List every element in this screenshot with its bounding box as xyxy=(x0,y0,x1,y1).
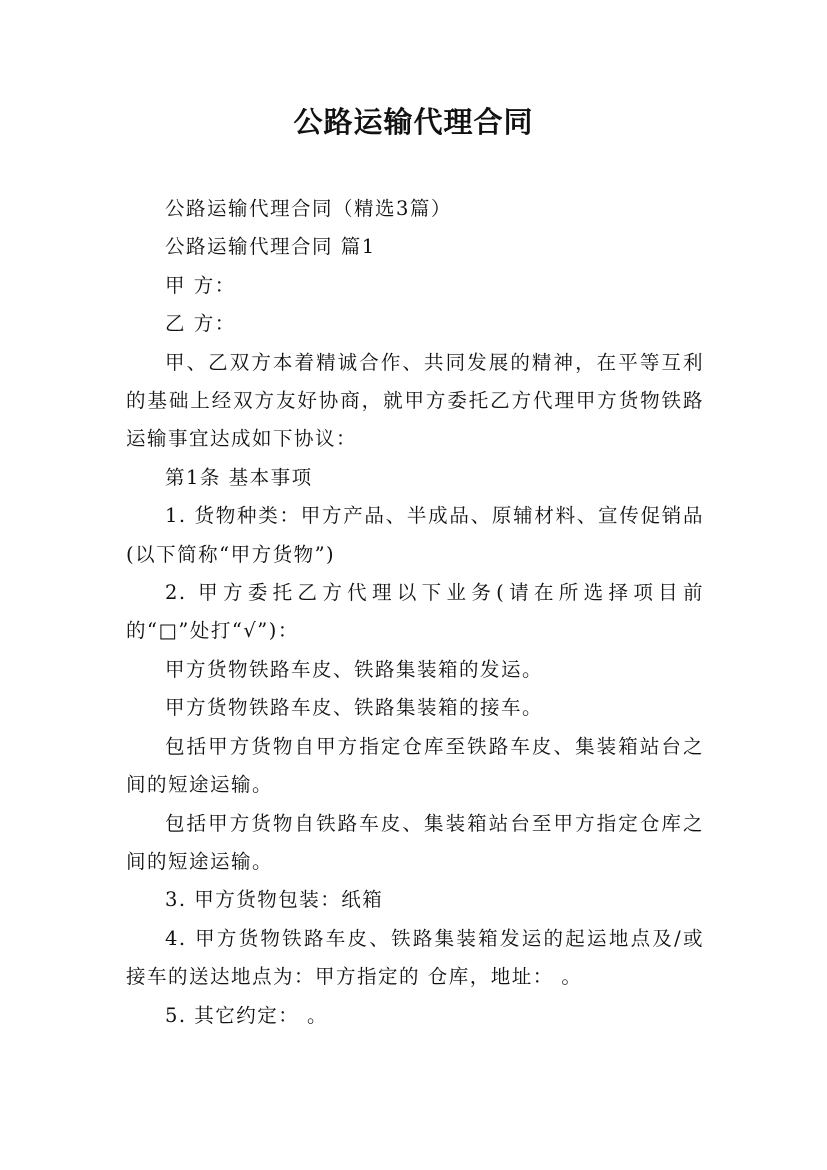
paragraph-item-5: 5. 其它约定： 。 xyxy=(165,1003,329,1027)
document-title: 公路运输代理合同 xyxy=(293,105,534,139)
paragraph-preamble: 甲、乙双方本着精诚合作、共同发展的精神，在平等互利的基础上经双方友好协商，就甲方委托乙方代理甲方货物铁路运输事宜达成如下协议： xyxy=(126,350,704,451)
paragraph-article-1: 第1条 基本事项 xyxy=(165,465,313,489)
paragraph-option-transport-out: 包括甲方货物自甲方指定仓库至铁路车皮、集装箱站台之间的短途运输。 xyxy=(126,734,704,797)
paragraph-item-4: 4. 甲方货物铁路车皮、铁路集装箱发运的起运地点及/或接车的送达地点为：甲方指定的 仓库，地址： 。 xyxy=(126,926,704,989)
paragraph-party-a: 甲 方： xyxy=(165,273,236,297)
paragraph-option-dispatch: 甲方货物铁路车皮、铁路集装箱的发运。 xyxy=(165,657,544,681)
paragraph-section-heading: 公路运输代理合同 篇1 xyxy=(165,235,376,259)
paragraph-party-b: 乙 方： xyxy=(165,312,236,336)
document-body xyxy=(126,190,704,1035)
paragraph-option-transport-in: 包括甲方货物自铁路车皮、集装箱站台至甲方指定仓库之间的短途运输。 xyxy=(126,811,704,873)
paragraph-item-1: 1. 货物种类：甲方产品、半成品、原辅材料、宣传促销品(以下简称“甲方货物”) xyxy=(126,504,704,566)
paragraph-item-3: 3. 甲方货物包装：纸箱 xyxy=(165,888,384,912)
paragraph-item-2: 2. 甲方委托乙方代理以下业务(请在所选择项目前的“□”处打“√”)： xyxy=(126,581,704,643)
paragraph-option-receive: 甲方货物铁路车皮、铁路集装箱的接车。 xyxy=(165,696,544,720)
paragraph-subtitle: 公路运输代理合同（精选3篇） xyxy=(165,197,452,220)
